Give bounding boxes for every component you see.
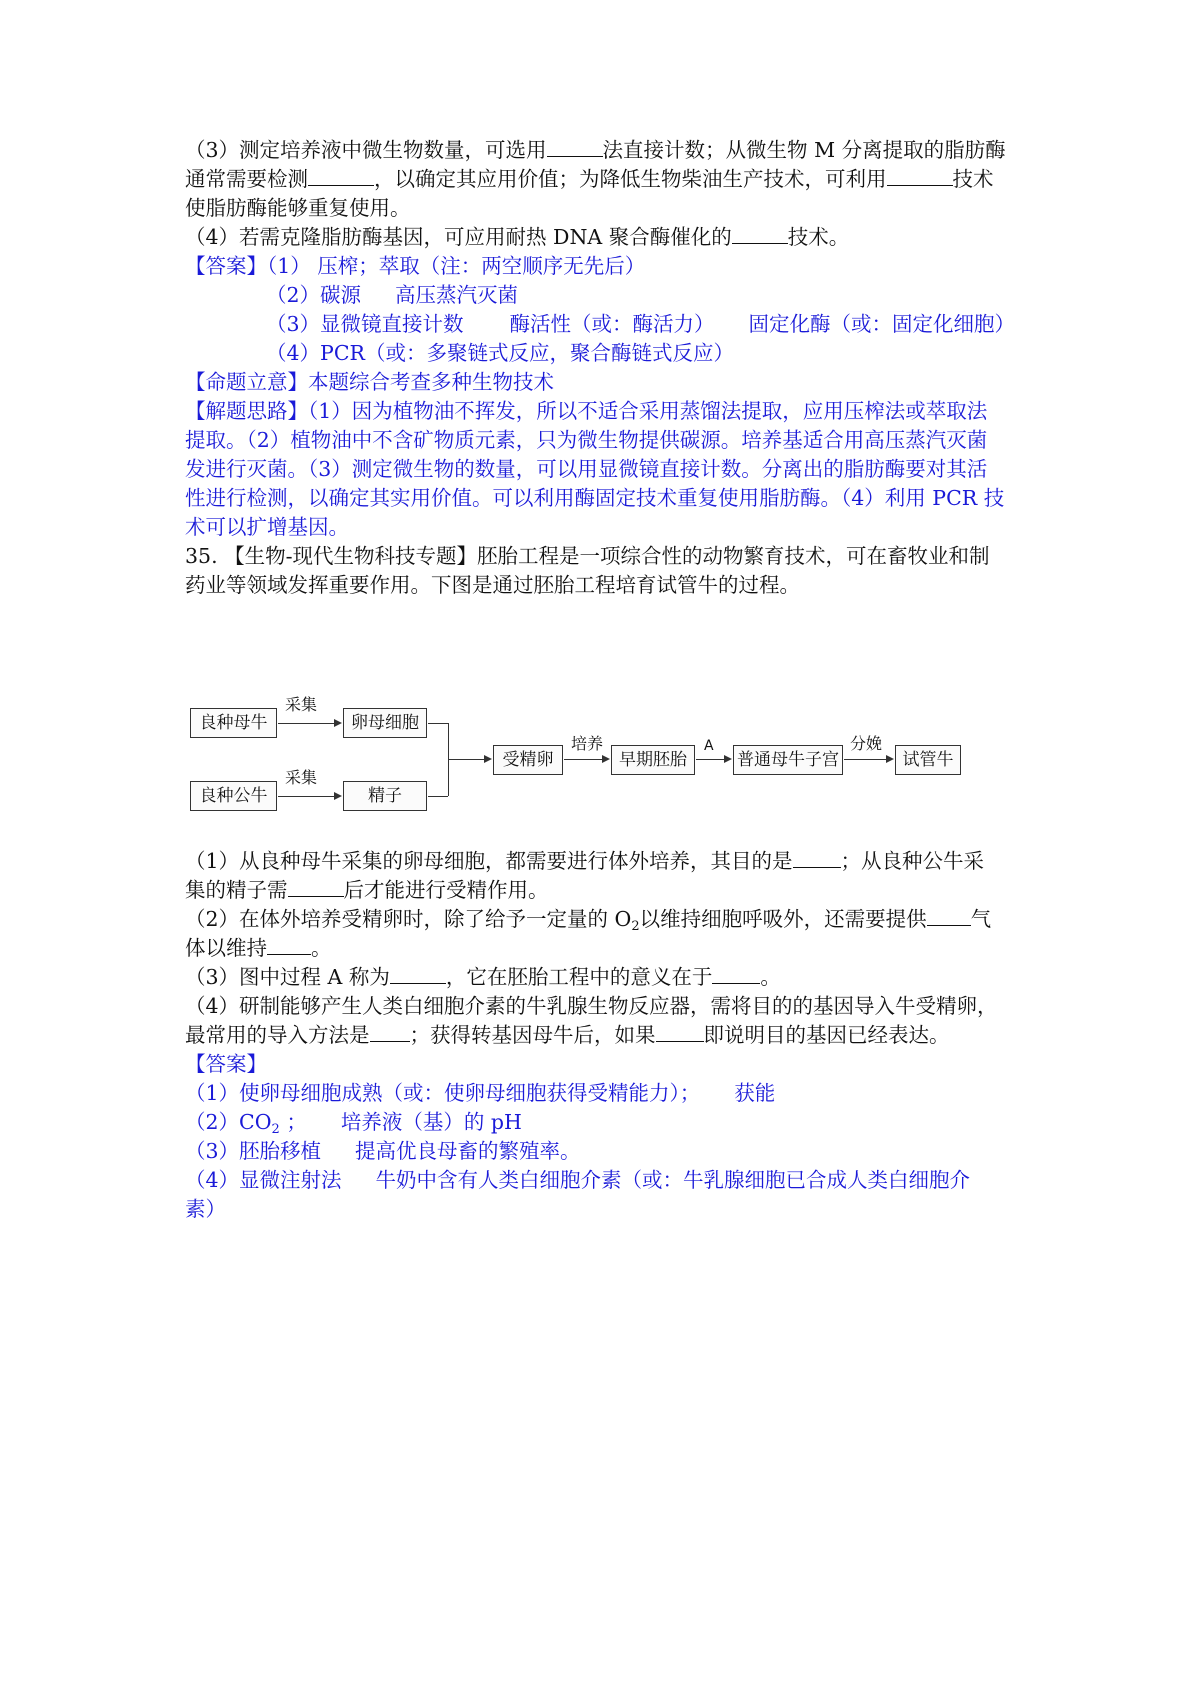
q3-prev-line-1: （3）测定培养液中微生物数量，可选用 法直接计数；从微生物 M 分离提取的脂肪酶 [185, 135, 1035, 165]
arrow-collect-2 [278, 796, 340, 797]
answer-2-line-3: （3）胚胎移植 提高优良母畜的繁殖率。 [185, 1139, 581, 1163]
label-birth: 分娩 [850, 734, 883, 753]
connector [428, 796, 448, 797]
q35-1-line-1: （1）从良种母牛采集的卵母细胞，都需要进行体外培养，其目的是 ；从良种公牛采 [185, 846, 1035, 876]
arrow-process-a [696, 759, 730, 760]
answer-blank [390, 962, 446, 984]
q35-intro-line-1: 35. 【生物-现代生物科技专题】胚胎工程是一项综合性的动物繁育技术，可在畜牧业和制 [185, 544, 990, 568]
q35-4-line-1: （4）研制能够产生人类白细胞介素的牛乳腺生物反应器，需将目的的基因导入牛受精卵， [185, 994, 998, 1018]
answer-blank [656, 1020, 704, 1042]
q35-3-line: （3）图中过程 A 称为 ，它在胚胎工程中的意义在于 。 [185, 962, 1035, 992]
analysis-line-5: 术可以扩增基因。 [185, 515, 349, 539]
q35-4-line-2: 最常用的导入方法是 ；获得转基因母牛后，如果 即说明目的基因已经表达。 [185, 1020, 1035, 1050]
q35-2-line-1: （2）在体外培养受精卵时，除了给予一定量的 $O_2$以维持细胞呼吸外，还需要提供 气 [185, 904, 1035, 934]
analysis-line-2: 提取。（2）植物油中不含矿物质元素，只为微生物提供碳源。培养基适合用高压蒸汽灭菌 [185, 428, 988, 452]
arrow-birth [844, 759, 892, 760]
arrow-to-zygote [448, 759, 490, 760]
answer-2-line-1: （1）使卵母细胞成熟（或：使卵母细胞获得受精能力）； 获能 [185, 1081, 776, 1105]
box-uterus: 普通母牛子宫 [733, 745, 843, 775]
analysis-line-1: 【解题思路】（1）因为植物油不挥发，所以不适合采用蒸馏法提取，应用压榨法或萃取法 [185, 399, 988, 423]
box-sperm: 精子 [343, 781, 427, 811]
answer-blank [732, 222, 788, 244]
answer-1-line-2: （2）碳源 高压蒸汽灭菌 [266, 283, 519, 307]
answer-blank [927, 904, 971, 926]
answer-blank [547, 135, 603, 157]
answer-label: 【答案】 [185, 254, 267, 278]
answer-blank [793, 846, 841, 868]
q3-prev-line-3: 使脂肪酶能够重复使用。 [185, 196, 411, 220]
answer-2-line-4: （4）显微注射法 牛奶中含有人类白细胞介素（或：牛乳腺细胞已合成人类白细胞介 [185, 1168, 971, 1192]
box-early-embryo: 早期胚胎 [611, 745, 695, 775]
answer-1-line-4: （4）PCR（或：多聚链式反应，聚合酶链式反应） [266, 341, 734, 365]
box-cow-female: 良种母牛 [190, 708, 277, 738]
answer-2-line-5: 素） [185, 1197, 226, 1221]
label-collect-1: 采集 [285, 695, 318, 714]
q4-prev-line: （4）若需克隆脂肪酶基因，可应用耐热 DNA 聚合酶催化的 技术。 [185, 222, 1035, 252]
box-cow-male: 良种公牛 [190, 781, 277, 811]
label-collect-2: 采集 [285, 768, 318, 787]
q35-2-line-2: 体以维持 。 [185, 933, 1035, 963]
answer-2-line-2: $(2)CO_2$ ； 培养液（基）的 pH [185, 1110, 522, 1137]
analysis-line-4: 性进行检测，以确定其实用价值。可以利用酶固定技术重复使用脂肪酶。（4）利用 PCR 技 [185, 486, 1005, 510]
intent-line: 【命题立意】本题综合考查多种生物技术 [185, 370, 554, 394]
embryo-engineering-flow-diagram [185, 693, 954, 823]
answer-1-line-3: （3）显微镜直接计数 酶活性（或：酶活力） 固定化酶（或：固定化细胞） [266, 312, 1016, 336]
q35-1-line-2: 集的精子需 后才能进行受精作用。 [185, 875, 1035, 905]
answer-blank [267, 933, 311, 955]
analysis-line-3: 发进行灭菌。（3）测定微生物的数量，可以用显微镜直接计数。分离出的脂肪酶要对其活 [185, 457, 988, 481]
q3-prev-line-2: 通常需要检测 ，以确定其应用价值；为降低生物柴油生产技术，可利用 技术 [185, 164, 1035, 194]
answer-blank [712, 962, 760, 984]
arrow-collect-1 [278, 723, 340, 724]
box-test-tube-cow: 试管牛 [895, 745, 961, 775]
answer-blank [308, 164, 374, 186]
answer-1-line-1: 【答案】（1） 压榨；萃取（注：两空顺序无先后） [185, 254, 646, 278]
box-oocyte: 卵母细胞 [343, 708, 427, 738]
connector [428, 723, 448, 724]
answer-blank [370, 1020, 410, 1042]
arrow-culture [564, 759, 608, 760]
answer-blank [887, 164, 953, 186]
box-zygote: 受精卵 [493, 745, 563, 775]
answer-blank [288, 875, 344, 897]
label-process-a: A [704, 738, 714, 754]
label-culture: 培养 [571, 734, 604, 753]
q35-intro-line-2: 药业等领域发挥重要作用。下图是通过胚胎工程培育试管牛的过程。 [185, 573, 800, 597]
answer-2-label: 【答案】 [185, 1052, 267, 1076]
